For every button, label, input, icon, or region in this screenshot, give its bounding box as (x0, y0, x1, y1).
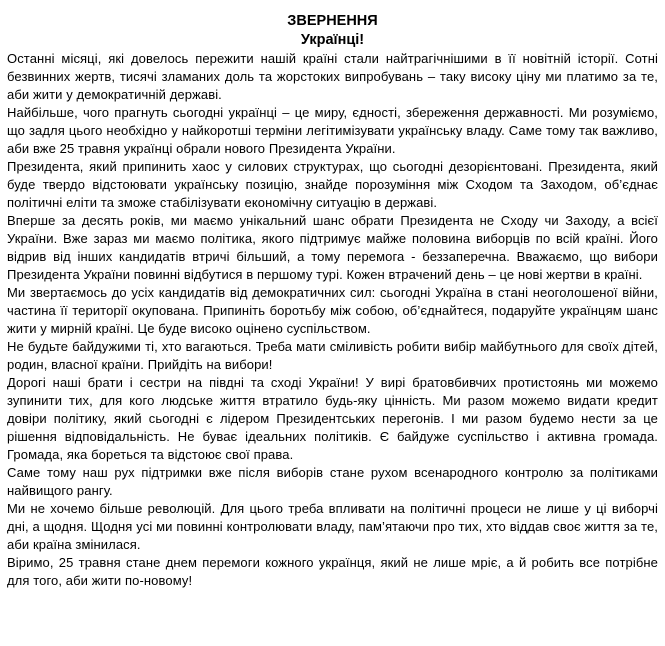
paragraph: Вперше за десять років, ми маємо унікальний шанс обрати Президента не Сходу чи Заходу, а всієї України. Вже зараз ми маємо політика, якого підтримує майже половина виборців по всій країні. Його відрив від інших кандидатів втричі більший, а тому перемога - беззаперечна. Вважаємо, що вибори Президента України повинні відбутися в першому турі. Кожен втрачений день – це нові жертви в країні. (7, 213, 658, 282)
document-subtitle: Українці! (300, 32, 365, 48)
paragraph: Найбільше, чого прагнуть сьогодні українці – це миру, єдності, збереження державності. Ми розуміємо, що задля цього необхідно у найкоротші терміни легітимізувати українську владу. Саме тому так важливо, аби вже 25 травня українці обрали нового Президента України. (7, 105, 658, 156)
paragraph: Ми звертаємось до усіх кандидатів від демократичних сил: сьогодні Україна в стані неоголошеної війни, частина її території окупована. Припиніть боротьбу між собою, об’єднайтеся, подаруйте українцям шанс жити у мирній країні. Це буде високо оцінено суспільством. (7, 285, 658, 336)
paragraph: Дорогі наші брати і сестри на півдні та сході України! У вирі братовбивчих протистоянь ми можемо зупинити тих, для кого людське життя втратило будь-яку цінність. Ми разом можемо видати кредит довіри політику, який сьогодні є лідером Президентських перегонів. І ми разом будемо нести за це рішення відповідальність. Не буває ідеальних політиків. Є байдуже суспільство і активна громада. Громада, яка бореться та відстоює свої права. (7, 375, 658, 462)
paragraph: Останні місяці, які довелось пережити нашій країні стали найтрагічнішими в її новітній історії. Сотні безвинних жертв, тисячі зламаних доль та жорстоких випробувань – таку високу ціну ми платимо за те, аби жити у демократичній державі. (7, 51, 658, 102)
paragraph: Президента, який припинить хаос у силових структурах, що сьогодні дезорієнтовані. Президента, який буде твердо відстоювати українську позицію, знайде порозуміння між Сходом та Заходом, об’єднає політичні еліти та зможе стабілізувати економічну ситуацію в державі. (7, 159, 658, 210)
paragraph: Не будьте байдужими ті, хто вагаються. Треба мати сміливість робити вибір майбутнього для своїх дітей, родин, власної країни. Прийдіть на вибори! (7, 339, 658, 372)
paragraph: Саме тому наш рух підтримки вже після виборів стане рухом всенародного контролю за політиками найвищого рангу. (7, 465, 658, 498)
paragraph: Ми не хочемо більше революцій. Для цього треба впливати на політичні процеси не лише у ці виборчі дні, а щодня. Щодня усі ми повинні контролювати владу, пам’ятаючи про тих, хто віддав своє життя за те, аби країна змінилася. (7, 501, 658, 552)
paragraph: Віримо, 25 травня стане днем перемоги кожного українця, який не лише мріє, а й робить все потрібне для того, аби жити по-новому! (7, 555, 658, 588)
document-body (7, 50, 658, 590)
document-title: ЗВЕРНЕННЯ (287, 13, 378, 29)
